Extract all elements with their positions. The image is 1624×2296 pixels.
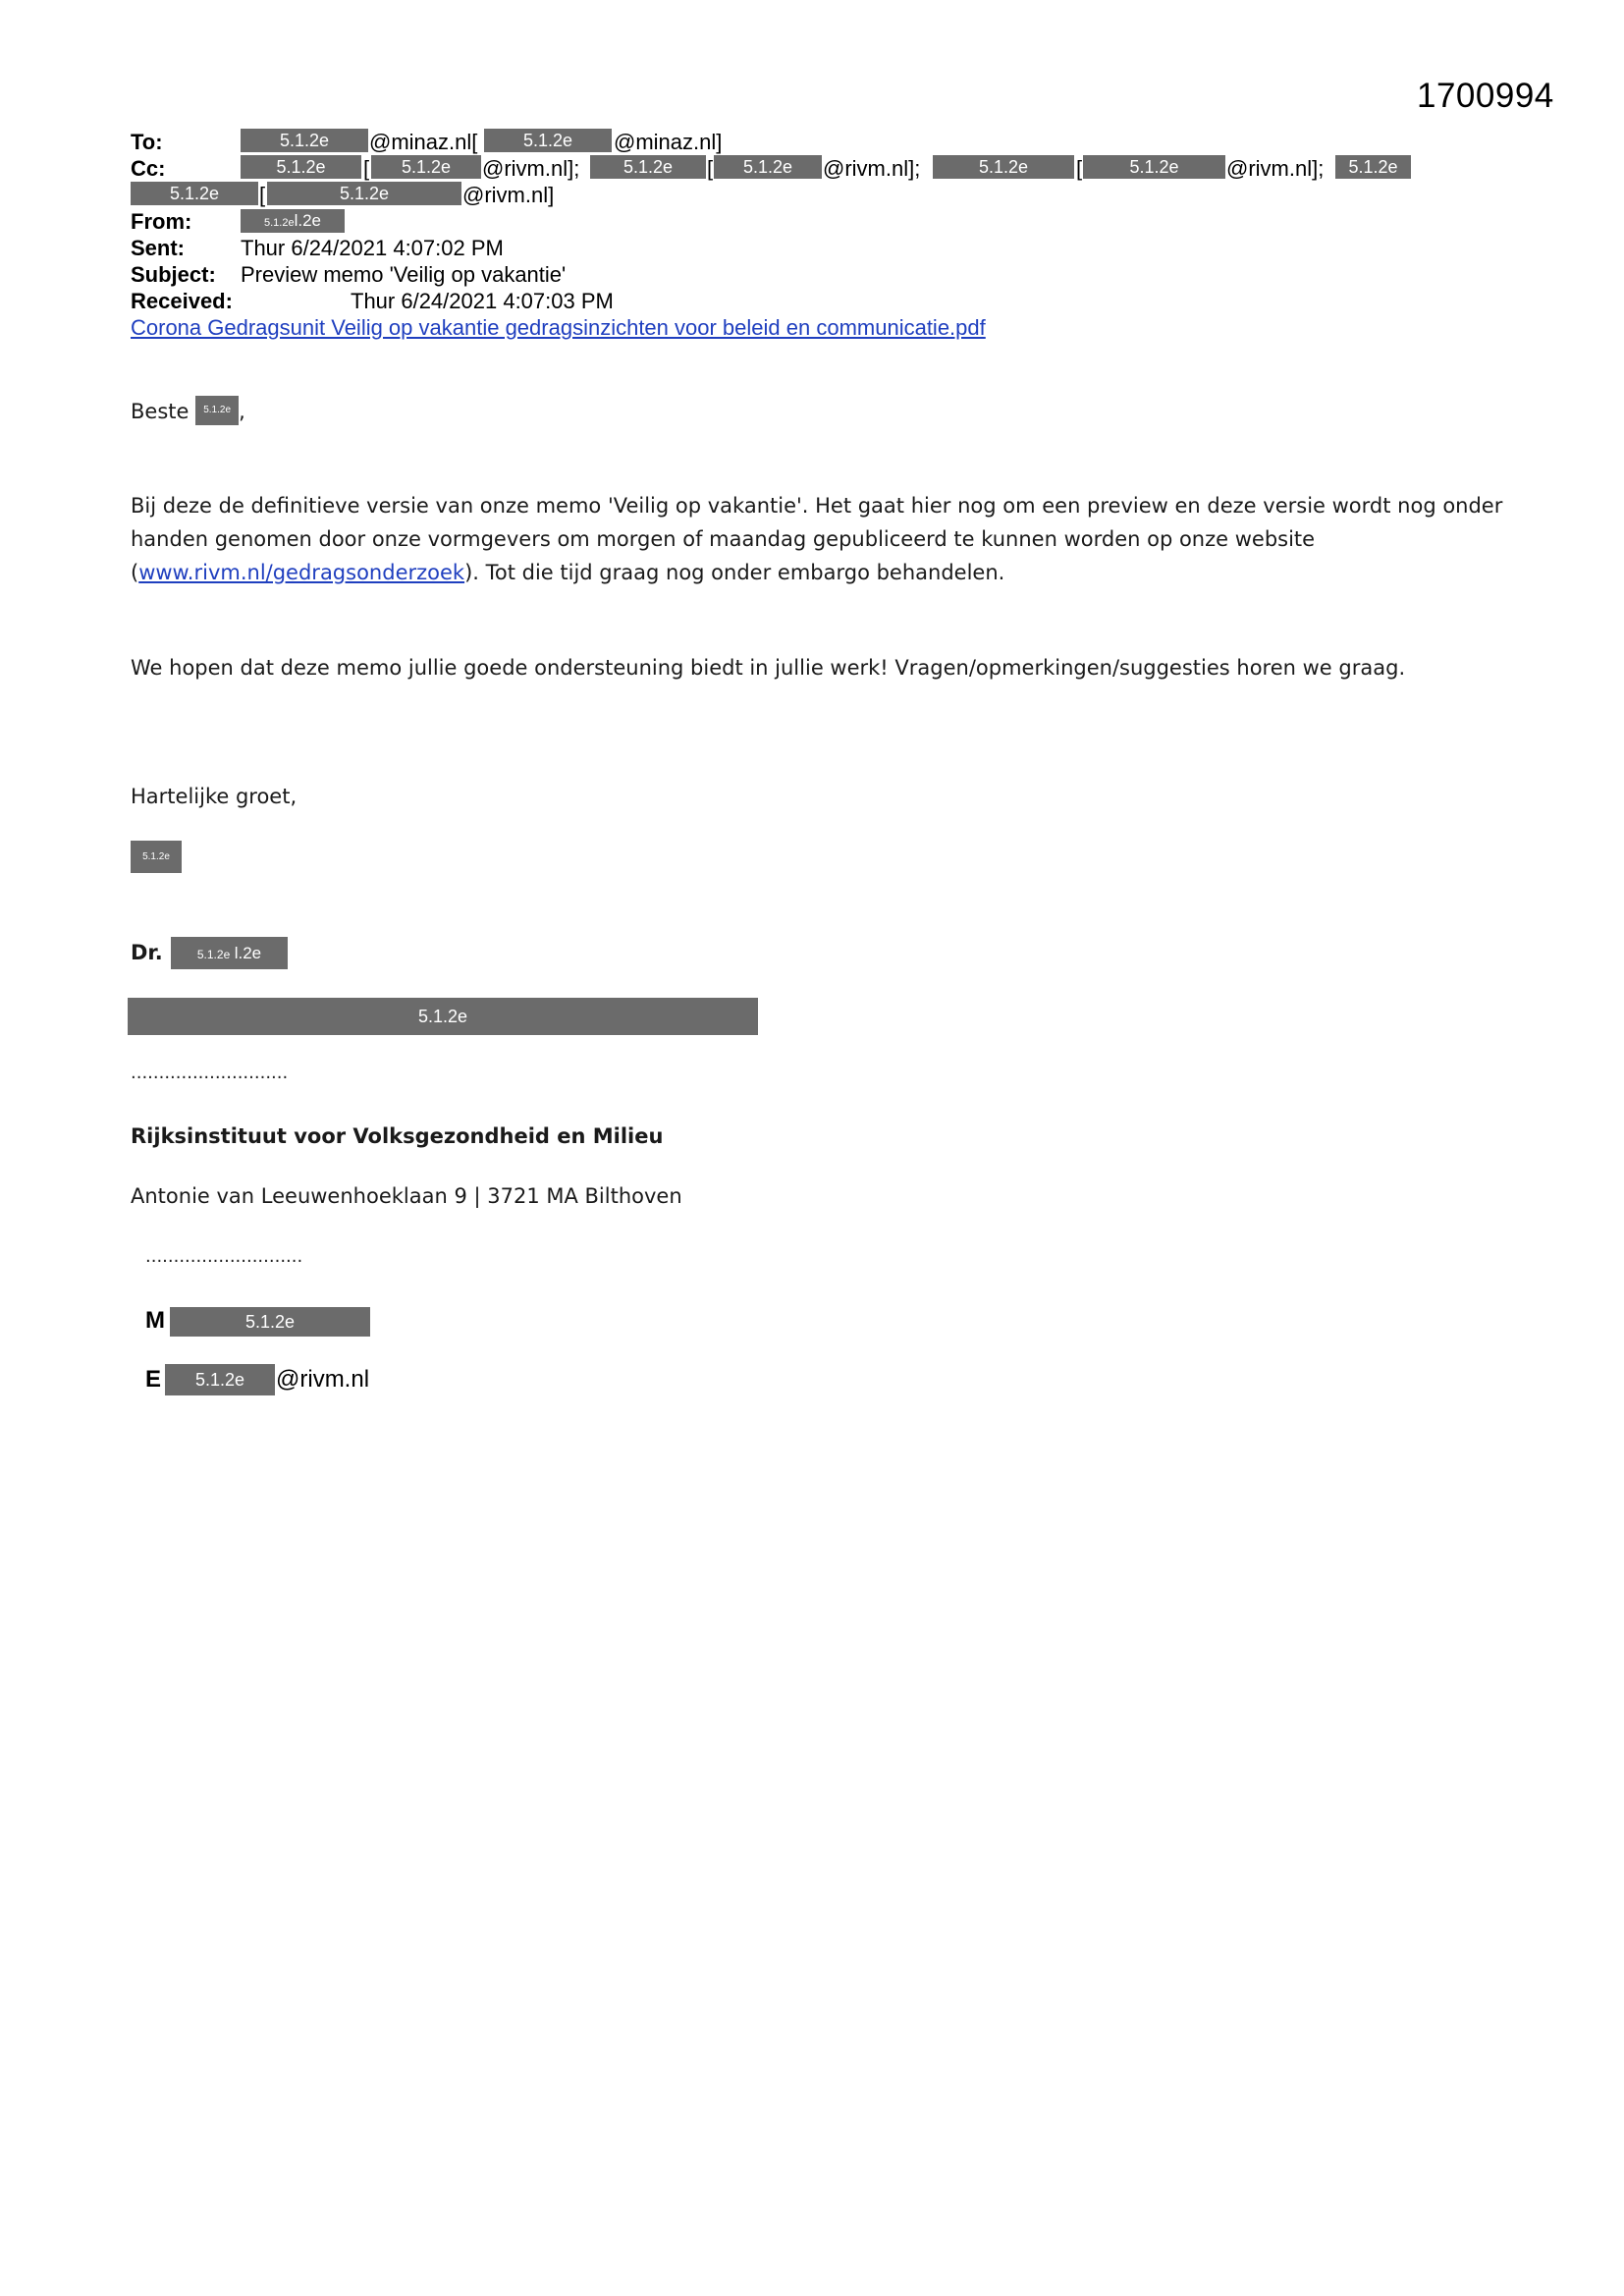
signature-title: Dr. — [131, 941, 163, 964]
rivm-website-link[interactable]: www.rivm.nl/gedragsonderzoek — [138, 561, 465, 584]
redaction-email: 5.1.2e — [165, 1364, 275, 1395]
email-label: E — [145, 1366, 162, 1393]
redaction-cc-8: 5.1.2e — [131, 182, 258, 205]
paragraph-1: Bij deze de definitieve versie van onze memo 'Veilig op vakantie'. Het gaat hier nog om een preview en deze versie wordt nog onder handen genomen door onze vormgevers om morgen of maandag gepubliceerd te kunnen worden op onze website (www.rivm.nl/gedragsonderzoek). Tot die tijd graag nog onder embargo behandelen. — [131, 494, 1503, 584]
redaction-to-2: 5.1.2e — [484, 129, 612, 152]
to-domain-1: @minaz.nl[ — [369, 130, 478, 154]
redaction-cc-5: 5.1.2e — [933, 155, 1074, 179]
redaction-cc-3: 5.1.2e — [590, 155, 706, 179]
redaction-to-1: 5.1.2e — [241, 129, 368, 152]
to-domain-2: @minaz.nl] — [614, 130, 723, 154]
email-tail: @rivm.nl — [276, 1366, 370, 1393]
signature-dots-2: ............................ — [145, 1246, 303, 1267]
redaction-cc-7: 5.1.2e — [1335, 155, 1411, 179]
institute-name: Rijksinstituut voor Volksgezondheid en Milieu — [131, 1124, 664, 1148]
to-label: To: — [131, 130, 163, 154]
signature-dots-1: ............................ — [131, 1063, 289, 1083]
redaction-cc-2: 5.1.2e — [371, 155, 481, 179]
cc-bracket-4: [ — [259, 183, 266, 207]
cc-bracket-1: [ — [363, 156, 370, 181]
redaction-cc-9: 5.1.2e — [267, 182, 461, 205]
subject-value: Preview memo 'Veilig op vakantie' — [241, 262, 567, 287]
cc-1-tail: @rivm.nl]; — [482, 156, 580, 181]
redaction-greeting-name: 5.1.2e — [195, 396, 239, 425]
cc-bracket-3: [ — [1076, 156, 1083, 181]
received-label: Received: — [131, 289, 233, 313]
attachment-link[interactable]: Corona Gedragsunit Veilig op vakantie gedragsinzichten voor beleid en communicatie.pdf — [131, 315, 986, 340]
sent-label: Sent: — [131, 236, 185, 260]
cc-3-tail: @rivm.nl]; — [1226, 156, 1325, 181]
paragraph-2: We hopen dat deze memo jullie goede ondersteuning biedt in jullie werk! Vragen/opmerkingen/suggesties horen we graag. — [131, 656, 1406, 680]
cc-2-tail: @rivm.nl]; — [823, 156, 921, 181]
redaction-signature-name: 5.1.2e — [131, 841, 182, 873]
redaction-mobile: 5.1.2e — [170, 1307, 370, 1337]
redaction-signature-role: 5.1.2e — [128, 998, 758, 1035]
redaction-from: 5.1.2el.2e — [241, 209, 345, 233]
cc-4-tail: @rivm.nl] — [462, 183, 555, 207]
cc-bracket-2: [ — [707, 156, 714, 181]
closing: Hartelijke groet, — [131, 785, 298, 808]
cc-label: Cc: — [131, 156, 166, 181]
sent-value: Thur 6/24/2021 4:07:02 PM — [241, 236, 504, 260]
redaction-cc-6: 5.1.2e — [1083, 155, 1225, 179]
redaction-cc-4: 5.1.2e — [714, 155, 822, 179]
subject-label: Subject: — [131, 262, 216, 287]
redaction-cc-1: 5.1.2e — [241, 155, 361, 179]
institute-address: Antonie van Leeuwenhoeklaan 9 | 3721 MA Bilthoven — [131, 1184, 682, 1208]
greeting: Beste 5.1.2e , — [131, 395, 245, 428]
document-number: 1700994 — [1417, 77, 1554, 115]
received-value: Thur 6/24/2021 4:07:03 PM — [351, 289, 614, 313]
from-label: From: — [131, 209, 192, 234]
redaction-signature-title: 5.1.2e l.2e — [171, 937, 288, 969]
mobile-label: M — [145, 1307, 165, 1334]
